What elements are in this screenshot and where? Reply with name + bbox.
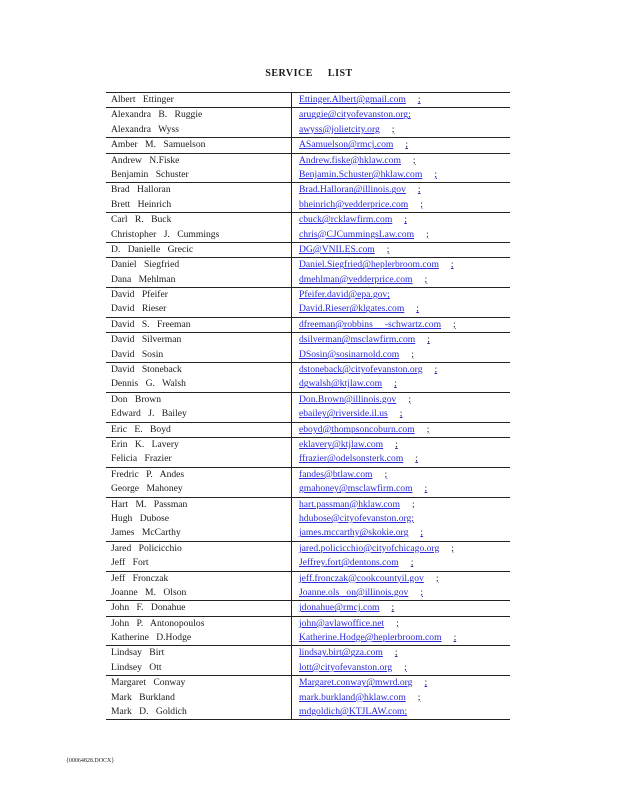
contact-row	[106, 407, 510, 421]
contact-row	[106, 138, 510, 152]
contact-email-link[interactable]	[291, 138, 510, 152]
email-address[interactable]: dstoneback@cityofevanston.org	[299, 364, 423, 376]
contact-name: Erin K. Lavery	[111, 438, 179, 450]
contact-row	[106, 676, 510, 690]
contact-name: D. Danielle Grecic	[111, 243, 194, 255]
contact-email-link[interactable]	[291, 93, 510, 107]
email-separator: ;	[395, 438, 398, 450]
contact-name: Dennis G. Walsh	[111, 378, 186, 390]
contact-row	[106, 586, 510, 600]
email-address[interactable]: dgwalsh@ktjlaw.com	[299, 378, 383, 390]
contact-name: David Rieser	[111, 303, 167, 315]
contact-group	[106, 438, 510, 468]
email-address[interactable]: mark.burkland@hklaw.com	[299, 691, 406, 703]
contact-name: Lindsey Ott	[111, 661, 162, 673]
contact-name: Eric E. Boyd	[111, 423, 171, 435]
contact-group	[106, 213, 510, 243]
contact-group	[106, 243, 510, 258]
contact-email-link[interactable]	[291, 377, 510, 391]
email-separator: ;	[404, 214, 407, 226]
email-address[interactable]: eklavery@ktjlaw.com	[299, 438, 384, 450]
email-address[interactable]: james.mccarthy@skokie.org	[299, 527, 409, 539]
contact-row	[106, 526, 510, 540]
email-separator: ;	[410, 557, 414, 569]
contact-name: Margaret Conway	[111, 677, 186, 689]
contact-email-link[interactable]	[291, 348, 510, 362]
contact-name: Daniel Siegfried	[111, 259, 180, 271]
contact-name: Jared Policicchio	[111, 542, 182, 554]
contact-name: Alexandra B. Ruggie	[111, 109, 203, 121]
email-separator: ;	[391, 123, 395, 135]
email-address[interactable]: awyss@jolietcity.org	[299, 123, 380, 135]
contact-email-link[interactable]	[291, 676, 510, 690]
email-address[interactable]: ASamuelson@rmcj.com	[299, 139, 394, 151]
contact-email-link[interactable]	[291, 586, 510, 600]
email-separator: ;	[426, 228, 429, 240]
contact-row	[106, 661, 510, 675]
contact-email-link[interactable]	[291, 198, 510, 212]
email-address[interactable]: chris@CJCummingsLaw.com	[299, 228, 415, 240]
email-address[interactable]: jeff.fronczak@cookcountyil.gov	[299, 572, 424, 584]
contact-group	[106, 676, 510, 720]
email-separator: ;	[386, 243, 390, 255]
contact-email-link[interactable]	[291, 228, 510, 242]
email-separator: ;	[396, 617, 399, 629]
email-address[interactable]: Andrew.fiske@hklaw.com	[299, 154, 401, 166]
contact-name: David Stoneback	[111, 364, 182, 376]
contact-group	[106, 646, 510, 676]
contact-name: Brett Heinrich	[111, 198, 172, 210]
contact-email-link[interactable]	[291, 512, 510, 526]
email-address[interactable]: fandes@btlaw.com	[299, 468, 373, 480]
email-address[interactable]: Jeffrey.fort@dentons.com	[299, 557, 399, 569]
contact-email-link[interactable]	[291, 438, 510, 452]
contact-name: Amber M. Samuelson	[111, 139, 206, 151]
service-list-table	[106, 92, 510, 720]
contact-name: George Mahoney	[111, 483, 183, 495]
contact-email-link[interactable]	[291, 498, 510, 512]
email-separator: ;	[434, 364, 438, 376]
email-address[interactable]: Joanne.ols on@illinois.gov	[299, 586, 409, 598]
contact-email-link[interactable]	[291, 601, 510, 615]
email-address[interactable]: ebailey@riverside.il.us	[299, 408, 388, 420]
contact-name: Andrew N.Fiske	[111, 154, 180, 166]
email-separator: ;	[420, 198, 423, 210]
contact-name: David S. Freeman	[111, 318, 191, 330]
email-separator: ;	[394, 378, 397, 390]
contact-row	[106, 348, 510, 362]
contact-name: John F. Donahue	[111, 602, 186, 614]
contact-email-link[interactable]	[291, 452, 510, 466]
email-separator: ;	[426, 423, 430, 435]
contact-email-link[interactable]	[291, 617, 510, 631]
contact-name: Alexandra Wyss	[111, 123, 179, 135]
contact-row	[106, 601, 510, 615]
email-separator: ;	[434, 168, 437, 180]
contact-email-link[interactable]	[291, 258, 510, 272]
contact-row	[106, 93, 510, 107]
contact-email-link[interactable]	[291, 168, 510, 182]
email-separator: ;	[424, 273, 428, 285]
contact-name: John P. Antonopoulos	[111, 617, 205, 629]
contact-row	[106, 452, 510, 466]
contact-group	[106, 601, 510, 616]
contact-name: Mark D. Goldich	[111, 706, 187, 718]
contact-name: Edward J. Bailey	[111, 408, 187, 420]
email-separator: ;	[417, 691, 421, 703]
email-address[interactable]: Benjamin.Schuster@hklaw.com	[299, 168, 423, 180]
email-address[interactable]: lindsay.birt@gza.com	[299, 647, 383, 659]
contact-email-link[interactable]	[291, 318, 510, 332]
contact-group	[106, 108, 510, 138]
email-address[interactable]: aruggie@cityofevanston.org;	[299, 109, 411, 121]
contact-email-link[interactable]	[291, 468, 510, 482]
email-separator: ;	[435, 572, 439, 584]
contact-row	[106, 498, 510, 512]
email-address[interactable]: jared.policicchio@cityofchicago.org	[299, 542, 440, 554]
contact-group	[106, 333, 510, 363]
email-separator: ;	[417, 94, 421, 105]
email-address[interactable]: lott@cityofevanston.org	[299, 661, 393, 673]
contact-group	[106, 138, 510, 153]
contact-email-link[interactable]	[291, 556, 510, 570]
contact-row	[106, 393, 510, 407]
email-separator: ;	[412, 154, 416, 166]
contact-email-link[interactable]	[291, 691, 510, 705]
contact-row	[106, 333, 510, 347]
email-separator: ;	[424, 677, 428, 689]
contact-email-link[interactable]	[291, 542, 510, 556]
contact-row	[106, 213, 510, 227]
contact-row	[106, 556, 510, 570]
contact-group	[106, 498, 510, 542]
contact-name: Hugh Dubose	[111, 512, 170, 524]
email-address[interactable]: dfreeman@robbins -schwartz.com	[299, 318, 442, 330]
contact-row	[106, 468, 510, 482]
contact-row	[106, 183, 510, 197]
email-address[interactable]: DG@VNILES.com	[299, 243, 375, 255]
email-separator: ;	[411, 498, 415, 510]
contact-name: David Silverman	[111, 334, 182, 346]
email-address[interactable]: David.Rieser@klgates.com	[299, 303, 405, 315]
contact-email-link[interactable]	[291, 333, 510, 347]
contact-group	[106, 318, 510, 333]
email-address[interactable]: ffrazier@odelsonsterk.com	[299, 453, 404, 465]
contact-email-link[interactable]	[291, 108, 510, 122]
email-separator: ;	[424, 483, 428, 495]
contact-email-link[interactable]	[291, 288, 510, 302]
contact-group	[106, 617, 510, 647]
contact-email-link[interactable]	[291, 572, 510, 586]
contact-row	[106, 108, 510, 122]
contact-group	[106, 572, 510, 602]
contact-email-link[interactable]	[291, 183, 510, 197]
contact-name: Christopher J. Cummings	[111, 228, 220, 240]
contact-group	[106, 93, 510, 108]
page-title: SERVICE LIST	[265, 68, 353, 79]
contact-row	[106, 631, 510, 645]
contact-row	[106, 288, 510, 302]
contact-name: Don Brown	[111, 393, 162, 405]
email-address[interactable]: bheinrich@vedderprice.com	[299, 198, 409, 210]
contact-row	[106, 273, 510, 287]
contact-name: Joanne M. Olson	[111, 586, 187, 598]
email-separator: ;	[415, 453, 418, 465]
email-address[interactable]: Ettinger.Albert@gmail.com	[299, 94, 406, 105]
contact-name: Benjamin Schuster	[111, 168, 189, 180]
email-separator: ;	[394, 647, 398, 659]
email-address[interactable]: Margaret.conway@mwrd.org	[299, 677, 413, 689]
contact-name: Jeff Fronczak	[111, 572, 169, 584]
contact-email-link[interactable]	[291, 363, 510, 377]
contact-name: Felicia Frazier	[111, 453, 172, 465]
contact-group	[106, 258, 510, 288]
contact-group	[106, 393, 510, 423]
email-address[interactable]: dmehlman@vedderprice.com	[299, 273, 413, 285]
email-address[interactable]: eboyd@thompsoncoburn.com	[299, 423, 415, 435]
contact-name: Lindsay Birt	[111, 647, 165, 659]
email-separator: ;	[450, 259, 454, 271]
email-address[interactable]: john@avlawoffice.net	[299, 617, 385, 629]
contact-row	[106, 646, 510, 660]
email-address[interactable]: cbuck@rcklawfirm.com	[299, 214, 393, 226]
contact-row	[106, 243, 510, 257]
email-address[interactable]: DSosin@sosinarnold.com	[299, 348, 400, 360]
contact-email-link[interactable]	[291, 526, 510, 540]
email-address[interactable]: Brad.Halloran@illinois.gov	[299, 184, 406, 196]
contact-row	[106, 198, 510, 212]
contact-row	[106, 302, 510, 316]
contact-group	[106, 363, 510, 393]
contact-group	[106, 468, 510, 498]
email-separator: ;	[404, 661, 407, 673]
contact-row	[106, 705, 510, 719]
email-separator: ;	[451, 542, 454, 554]
email-separator: ;	[408, 393, 411, 405]
contact-name: James McCarthy	[111, 527, 181, 539]
email-separator: ;	[399, 408, 403, 420]
contact-group	[106, 423, 510, 438]
contact-email-link[interactable]	[291, 482, 510, 496]
email-separator: ;	[384, 468, 388, 480]
email-separator: ;	[420, 527, 424, 539]
contact-row	[106, 377, 510, 391]
email-separator: ;	[405, 139, 409, 151]
contact-row	[106, 258, 510, 272]
email-separator: ;	[427, 334, 430, 346]
contact-email-link[interactable]	[291, 243, 510, 257]
contact-row	[106, 438, 510, 452]
email-address[interactable]: mdgoldich@KTJLAW.com;	[299, 706, 408, 718]
email-address[interactable]: Daniel.Siegfried@heplerbroom.com	[299, 259, 439, 271]
email-address[interactable]: hart.passman@hklaw.com	[299, 498, 400, 510]
contact-name: Fredric P. Andes	[111, 468, 185, 480]
contact-email-link[interactable]	[291, 273, 510, 287]
contact-email-link[interactable]	[291, 123, 510, 137]
email-separator: ;	[391, 602, 395, 614]
email-separator: ;	[453, 632, 457, 644]
email-address[interactable]: jdonahue@rmcj.com	[299, 602, 380, 614]
contact-row	[106, 423, 510, 437]
email-address[interactable]: hdubose@cityofevanston.org;	[299, 512, 414, 524]
contact-email-link[interactable]	[291, 705, 510, 719]
contact-row	[106, 691, 510, 705]
contact-row	[106, 154, 510, 168]
contact-name: David Pfeifer	[111, 289, 168, 301]
contact-email-link[interactable]	[291, 213, 510, 227]
contact-name: Dana Mehlman	[111, 273, 176, 285]
contact-row	[106, 617, 510, 631]
contact-name: Brad Halloran	[111, 184, 171, 196]
contact-email-link[interactable]	[291, 407, 510, 421]
contact-row	[106, 572, 510, 586]
email-address[interactable]: Katherine.Hodge@heplerbroom.com	[299, 632, 442, 644]
email-address[interactable]: Pfeifer.david@epa.gov;	[299, 289, 390, 301]
contact-email-link[interactable]	[291, 646, 510, 660]
contact-name: Katherine D.Hodge	[111, 632, 192, 644]
email-separator: ;	[453, 318, 456, 330]
email-separator: ;	[420, 586, 423, 598]
contact-row	[106, 228, 510, 242]
contact-name: Mark Burkland	[111, 691, 175, 703]
contact-name: Jeff Fort	[111, 557, 149, 569]
email-separator: ;	[417, 184, 421, 196]
contact-row	[106, 542, 510, 556]
contact-group	[106, 154, 510, 184]
email-separator: ;	[416, 303, 419, 315]
contact-row	[106, 123, 510, 137]
contact-row	[106, 363, 510, 377]
contact-row	[106, 168, 510, 182]
contact-name: Albert Ettinger	[111, 94, 174, 105]
contact-email-link[interactable]	[291, 631, 510, 645]
contact-group	[106, 542, 510, 572]
contact-name: Carl R. Buck	[111, 214, 172, 226]
email-separator: ;	[411, 348, 414, 360]
contact-email-link[interactable]	[291, 154, 510, 168]
contact-name: Hart M. Passman	[111, 498, 188, 510]
contact-row	[106, 318, 510, 332]
contact-row	[106, 512, 510, 526]
contact-email-link[interactable]	[291, 393, 510, 407]
contact-group	[106, 183, 510, 213]
contact-email-link[interactable]	[291, 302, 510, 316]
email-address[interactable]: gmahoney@msclawfirm.com	[299, 483, 413, 495]
email-address[interactable]: Don.Brown@illinois.gov	[299, 393, 397, 405]
document-footer: {00064828.DOCX}	[66, 758, 115, 764]
contact-email-link[interactable]	[291, 423, 510, 437]
contact-name: David Sosin	[111, 348, 164, 360]
email-address[interactable]: dsilverman@msclawfirm.com	[299, 334, 416, 346]
contact-row	[106, 482, 510, 496]
contact-group	[106, 288, 510, 318]
contact-email-link[interactable]	[291, 661, 510, 675]
